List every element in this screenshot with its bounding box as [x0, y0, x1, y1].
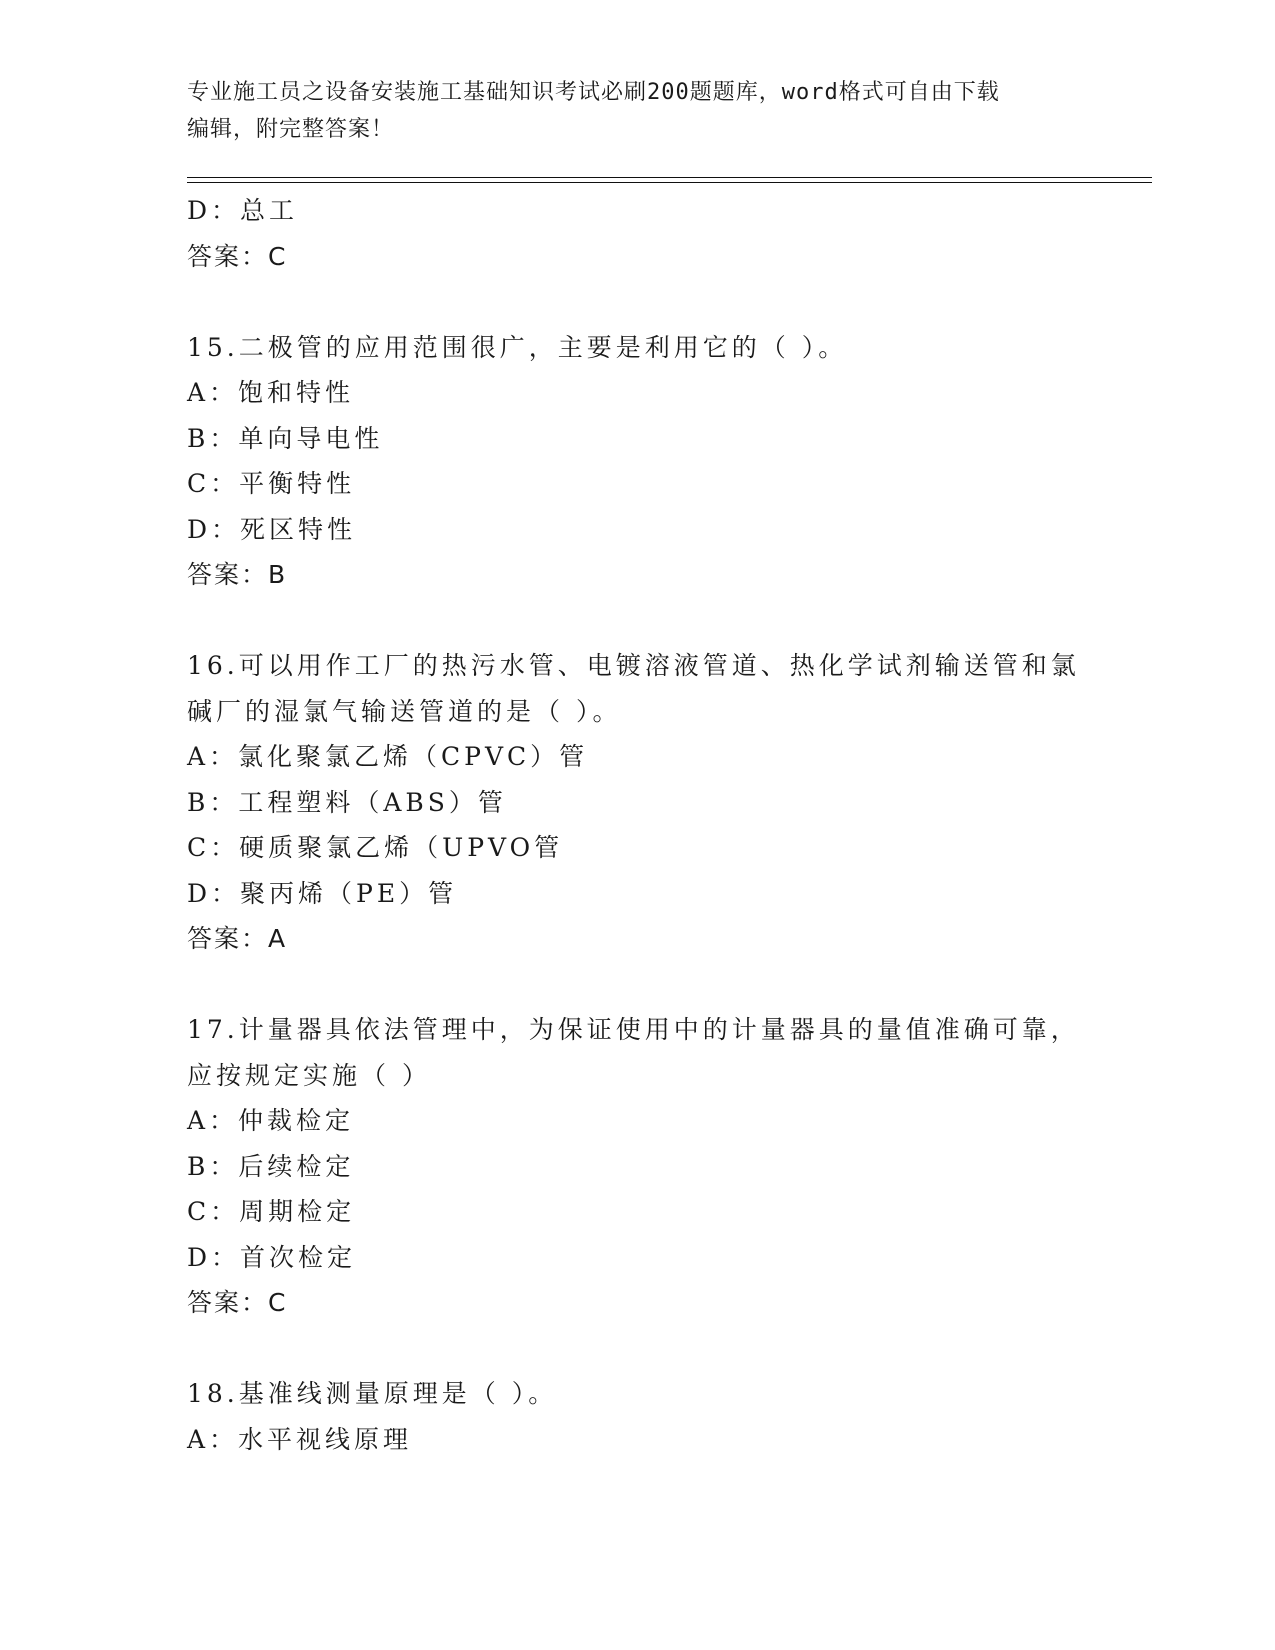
option-a: A：氯化聚氯乙烯（CPVC）管: [187, 742, 589, 771]
question-18: [187, 1371, 1087, 1462]
option-a: A：饱和特性: [187, 378, 355, 407]
question-stem-line-2: 碱厂的湿氯气输送管道的是（ ）。: [187, 696, 622, 726]
option-b: B：工程塑料（ABS）管: [187, 787, 507, 817]
option-b: B：后续检定: [187, 1151, 355, 1181]
option-b: B：单向导电性: [187, 423, 384, 453]
answer: 答案：A: [187, 924, 288, 953]
option-d: D：聚丙烯（PE）管: [187, 878, 458, 908]
spacer: [187, 279, 1087, 325]
question-list: [187, 188, 1087, 1462]
option-a: A：仲裁检定: [187, 1106, 355, 1135]
question-stem: 15.二极管的应用范围很广，主要是利用它的（ ）。: [187, 332, 848, 362]
question-stem-line-1: 17.计量器具依法管理中，为保证使用中的计量器具的量值准确可靠，: [187, 1015, 1080, 1044]
question-stem: 18.基准线测量原理是（ ）。: [187, 1379, 558, 1408]
header-divider-bottom: [187, 182, 1152, 183]
option-c: C：周期检定: [187, 1197, 356, 1226]
option-c: C：硬质聚氯乙烯（UPVO管: [187, 833, 564, 862]
question-17: [187, 1007, 1087, 1326]
answer: 答案：B: [187, 560, 288, 589]
spacer: [187, 962, 1087, 1008]
header-divider-top: [187, 177, 1152, 178]
answer: 答案：C: [187, 1288, 288, 1317]
document-header: [187, 74, 1087, 148]
header-line-2: 编辑，附完整答案！: [187, 117, 395, 142]
option-a: A：水平视线原理: [187, 1424, 413, 1454]
prev-answer: 答案：C: [187, 241, 288, 271]
question-15: [187, 325, 1087, 598]
option-d: D：死区特性: [187, 514, 357, 544]
option-c: C：平衡特性: [187, 469, 356, 498]
option-d: D：首次检定: [187, 1242, 357, 1272]
spacer: [187, 1326, 1087, 1372]
header-line-1: 专业施工员之设备安装施工基础知识考试必刷200题题库，word格式可自由下载: [187, 80, 1000, 105]
question-stem-line-2: 应按规定实施（ ）: [187, 1060, 431, 1090]
question-16: [187, 643, 1087, 962]
question-stem-line-1: 16.可以用作工厂的热污水管、电镀溶液管道、热化学试剂输送管和氯: [187, 651, 1080, 680]
spacer: [187, 598, 1087, 644]
prev-option-d: D：总工: [187, 196, 299, 225]
